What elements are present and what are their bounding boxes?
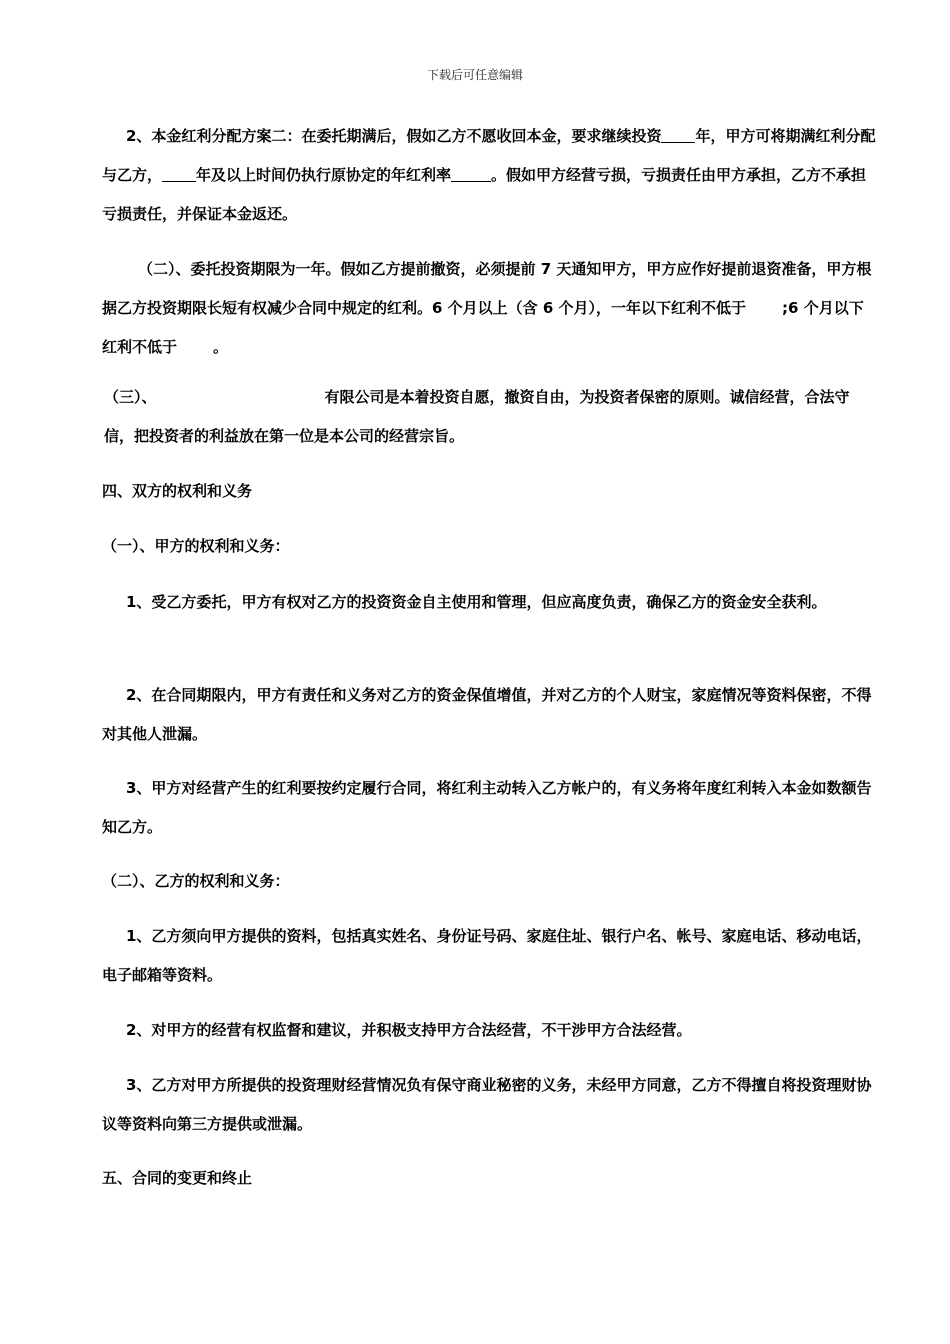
blank-years-continue (661, 127, 695, 143)
party-a-item-1: 1、受乙方委托，甲方有权对乙方的投资资金自主使用和管理，但应高度负责，确保乙方的资金安全获利。 (126, 593, 827, 611)
clause-company-principle (104, 378, 879, 456)
clause-text: 年，甲方可将期满红利分配与乙方， (102, 127, 876, 184)
clause-text: ;6 个月以下红利不低于 (102, 299, 864, 356)
party-b-item-1: 1、乙方须向甲方提供的资料，包括真实姓名、身份证号码、家庭住址、银行户名、帐号、家庭电话、移动电话，电子邮箱等资料。 (102, 927, 872, 984)
blank-years-min (162, 166, 196, 182)
party-b-item-2: 2、对甲方的经营有权监督和建议，并积极支持甲方合法经营，不干涉甲方合法经营。 (126, 1021, 692, 1039)
section-title-rights-obligations: 四、双方的权利和义务 (102, 482, 253, 500)
subsection-title-party-a: （一）、甲方的权利和义务： (102, 537, 290, 555)
clause-investment-term (102, 250, 877, 367)
clause-text: （二）、委托投资期限为一年。假如乙方提前撤资，必须提前 7 天通知甲方，甲方应作好提前退资准备，甲方根据乙方投资期限长短有权减少合同中规定的红利。6 个月以上（含 6 个月），一年以下红利不低于 (102, 260, 872, 317)
clause-text: 有限公司是本着投资自愿，撤资自由，为投资者保密的原则。诚信经营，合法守信，把投资者的利益放在第一位是本公司的经营宗旨。 (104, 388, 850, 445)
clause-text: 年及以上时间仍执行原协定的年红利率 (196, 166, 452, 184)
section-title-contract-change: 五、合同的变更和终止 (102, 1169, 253, 1187)
clause-text: 。假如甲方经营亏损，亏损责任由甲方承担，乙方不承担亏损责任，并保证本金返还。 (102, 166, 867, 223)
clause-text: （三）、 (104, 388, 157, 406)
blank-rate (451, 166, 491, 182)
party-a-item-3: 3、甲方对经营产生的红利要按约定履行合同，将红利主动转入乙方帐户的，有义务将年度红利转入本金如数额告知乙方。 (102, 779, 872, 836)
page-header: 下载后可任意编辑 (426, 68, 523, 82)
party-a-item-2: 2、在合同期限内，甲方有责任和义务对乙方的资金保值增值，并对乙方的个人财宝，家庭情况等资料保密，不得对其他人泄漏。 (102, 686, 872, 743)
subsection-title-party-b: （二）、乙方的权利和义务： (102, 872, 290, 890)
clause-text: 。 (213, 338, 229, 356)
clause-text: 2、本金红利分配方案二：在委托期满后，假如乙方不愿收回本金，要求继续投资 (126, 127, 662, 145)
clause-dividend-plan-two (102, 117, 877, 234)
party-b-item-3: 3、乙方对甲方所提供的投资理财经营情况负有保守商业秘密的义务，未经甲方同意，乙方不得擅自将投资理财协议等资料向第三方提供或泄漏。 (102, 1076, 872, 1133)
